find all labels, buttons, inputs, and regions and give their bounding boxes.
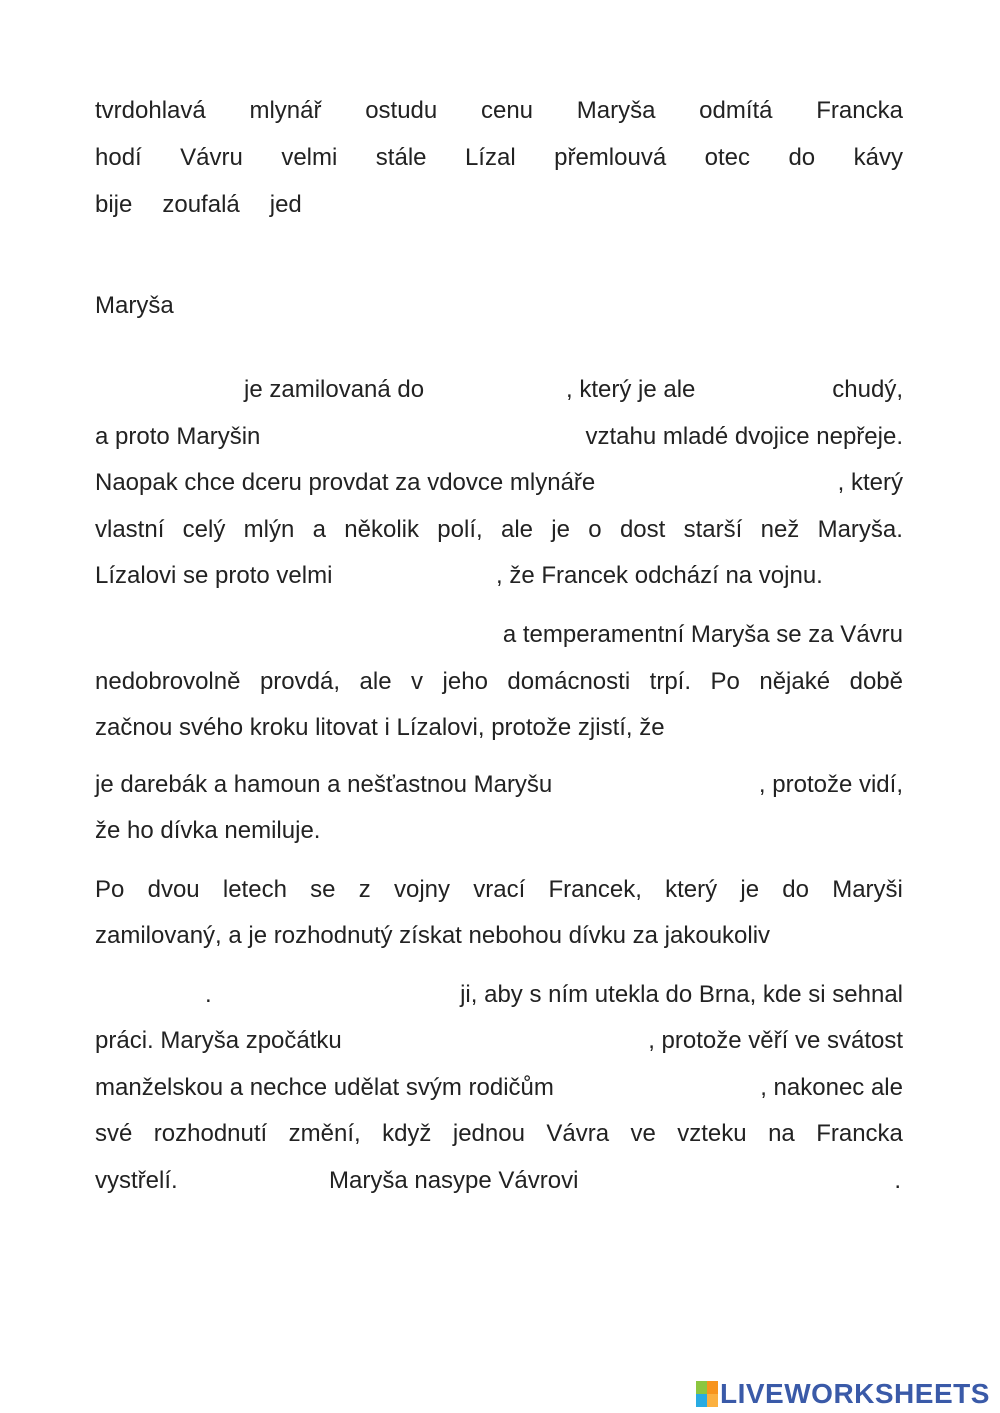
word: Maryša: [576, 97, 656, 124]
word: domácnosti: [507, 668, 631, 695]
word: vrací: [473, 876, 526, 903]
word: v: [411, 668, 424, 695]
word: který: [665, 876, 718, 903]
word: stále: [375, 144, 427, 171]
word: Po: [95, 876, 125, 903]
blank-10[interactable]: [222, 980, 397, 1010]
word: Po: [710, 668, 740, 695]
liveworksheets-logo: [696, 1378, 990, 1410]
text-p4-l5-b: , nakonec ale: [760, 1074, 903, 1101]
text-p2-l2: [95, 665, 903, 699]
logo-tile-yellow: [707, 1394, 718, 1407]
logo-tile-green: [696, 1381, 707, 1394]
word: dvou: [147, 876, 200, 903]
blank-12[interactable]: [618, 1073, 743, 1103]
text-p4-l3-a: .: [205, 981, 212, 1008]
text-p1-l2-b: vztahu mladé dvojice nepřeje.: [585, 423, 903, 450]
word: hodí: [95, 144, 142, 171]
word: z: [358, 876, 371, 903]
text-p1-l5-a: Lízalovi se proto velmi: [95, 562, 333, 589]
word: než: [760, 516, 800, 543]
word: dost: [619, 516, 666, 543]
word: ale: [500, 516, 533, 543]
word: trpí.: [649, 668, 691, 695]
word: provdá,: [259, 668, 341, 695]
text-p1-l4: [95, 513, 903, 547]
blank-14[interactable]: [614, 1166, 886, 1196]
blank-5[interactable]: [668, 468, 823, 498]
word: Vávru: [180, 144, 243, 171]
blank-8[interactable]: [618, 770, 736, 800]
word: do: [782, 876, 809, 903]
word: několik: [344, 516, 419, 543]
text-p3-l2: že ho dívka nemiluje.: [95, 817, 321, 844]
word: přemlouvá: [554, 144, 667, 171]
word: mlynář: [249, 97, 322, 124]
blank-13[interactable]: [195, 1166, 323, 1196]
word: na: [768, 1120, 795, 1147]
text-p4-l5-a: manželskou a nechce udělat svým rodičům: [95, 1074, 554, 1101]
word: se: [310, 876, 336, 903]
liveworksheets-brand-text: LIVEWORKSHEETS: [720, 1378, 990, 1409]
word: letech: [222, 876, 287, 903]
word: jeho: [442, 668, 488, 695]
word: do: [788, 144, 816, 171]
word: Maryša.: [817, 516, 903, 543]
word: tvrdohlavá: [95, 97, 206, 124]
word: bije: [95, 191, 133, 218]
blank-1[interactable]: [95, 375, 240, 405]
word: zoufalá: [162, 191, 240, 218]
logo-tile-orange: [707, 1381, 718, 1394]
word: vojny: [393, 876, 451, 903]
liveworksheets-logo-icon: [696, 1381, 718, 1407]
word: změní,: [288, 1120, 361, 1147]
word: když: [382, 1120, 432, 1147]
word: jed: [269, 191, 302, 218]
blank-9[interactable]: [95, 980, 200, 1010]
word: mlýn: [243, 516, 295, 543]
text-p3-l1-a: je darebák a hamoun a nešťastnou Maryšu: [95, 771, 553, 798]
word: době: [849, 668, 903, 695]
word: cenu: [480, 97, 534, 124]
text-p1-l1-c: chudý,: [832, 376, 903, 403]
word: a: [312, 516, 326, 543]
text-p1-l3-a: Naopak chce dceru provdat za vdovce mlynáře: [95, 469, 596, 496]
word: Francek,: [548, 876, 642, 903]
word: nedobrovolně: [95, 668, 241, 695]
word: je: [740, 876, 760, 903]
word: kávy: [853, 144, 903, 171]
blank-4[interactable]: [285, 422, 540, 452]
text-p2-l1: a temperamentní Maryša se za Vávru: [502, 621, 903, 648]
word: Vávra: [546, 1120, 610, 1147]
text-p1-l1-a: je zamilovaná do: [244, 376, 425, 403]
text-p4-l4-b: , protože věří ve svátost: [648, 1027, 903, 1054]
blank-7[interactable]: [95, 620, 425, 650]
text-p3-l1-b: , protože vidí,: [758, 771, 903, 798]
word: polí,: [437, 516, 483, 543]
word: jednou: [452, 1120, 525, 1147]
text-p4-l6: [95, 1117, 903, 1151]
text-p1-l3-b: , který: [837, 469, 903, 496]
word: nějaké: [759, 668, 831, 695]
word: Francka: [816, 97, 903, 124]
word: vzteku: [677, 1120, 747, 1147]
word: rozhodnutí: [153, 1120, 268, 1147]
word-bank-line-1: [95, 94, 903, 128]
text-p4-l4-a: práci. Maryša zpočátku: [95, 1027, 342, 1054]
text-p4-l1: [95, 873, 903, 907]
word: ale: [359, 668, 392, 695]
word-bank-line-3: [95, 188, 903, 222]
word: celý: [182, 516, 226, 543]
text-p4-l7-c: .: [894, 1167, 901, 1194]
word: otec: [704, 144, 750, 171]
word: Lízal: [464, 144, 516, 171]
blank-3[interactable]: [715, 375, 815, 405]
word: ve: [630, 1120, 656, 1147]
text-p1-l2-a: a proto Maryšin: [95, 423, 261, 450]
blank-11[interactable]: [385, 1026, 600, 1056]
word-bank-line-2: [95, 141, 903, 175]
blank-6[interactable]: [368, 561, 493, 591]
word: své: [95, 1120, 133, 1147]
text-p4-l7-b: Maryša nasype Vávrovi: [329, 1167, 579, 1194]
word: ostudu: [365, 97, 438, 124]
word: starší: [683, 516, 743, 543]
word: Francka: [816, 1120, 903, 1147]
word: o: [588, 516, 602, 543]
word: vlastní: [95, 516, 165, 543]
word: velmi: [281, 144, 338, 171]
blank-2[interactable]: [452, 375, 562, 405]
word: odmítá: [699, 97, 773, 124]
word: Maryši: [832, 876, 903, 903]
text-p2-l3: začnou svého kroku litovat i Lízalovi, protože zjistí, že: [95, 714, 665, 741]
logo-tile-blue: [696, 1394, 707, 1407]
text-p1-l1-b: , který je ale: [566, 376, 696, 403]
text-p4-l2: zamilovaný, a je rozhodnutý získat nebohou dívku za jakoukoliv: [95, 922, 771, 949]
text-p1-l5-b: , že Francek odchází na vojnu.: [496, 562, 823, 589]
text-p4-l3-b: ji, aby s ním utekla do Brna, kde si sehnal: [460, 981, 903, 1008]
page-title: Maryša: [95, 292, 174, 319]
text-p4-l7-a: vystřelí.: [95, 1167, 178, 1194]
word: je: [551, 516, 570, 543]
